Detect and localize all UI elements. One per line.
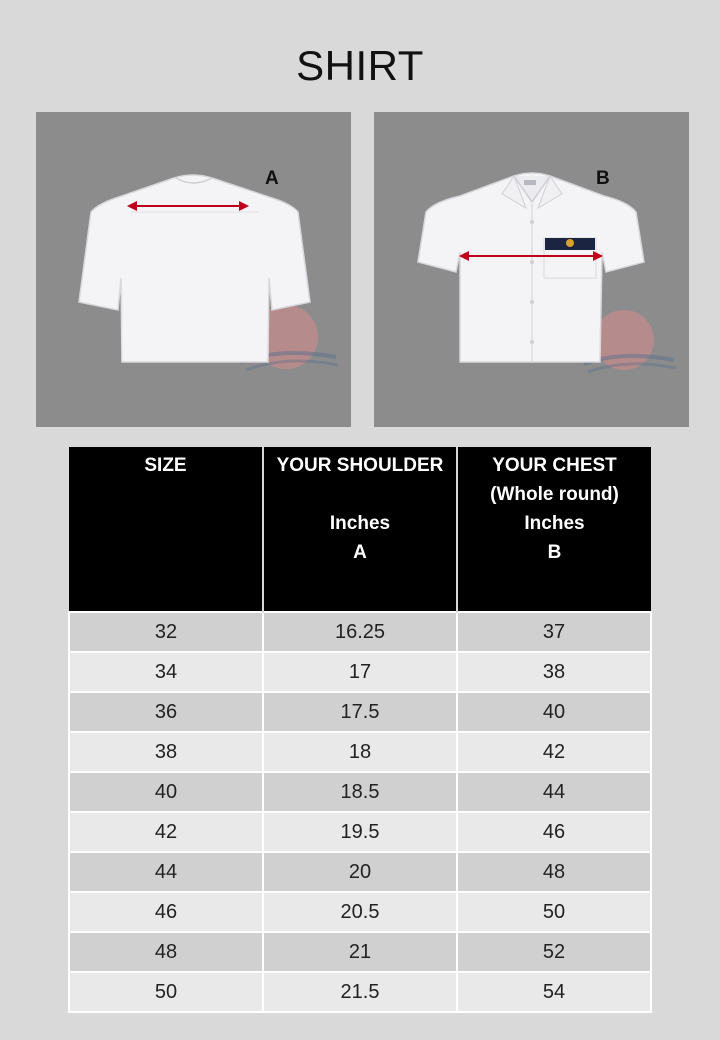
shoulder-cell: 21 xyxy=(263,932,457,972)
table-header-row xyxy=(69,447,651,612)
shoulder-label-a: A xyxy=(265,168,279,189)
size-cell: 46 xyxy=(69,892,263,932)
size-cell: 36 xyxy=(69,692,263,732)
chest-cell: 46 xyxy=(457,812,651,852)
size-cell: 32 xyxy=(69,612,263,652)
header-chest: YOUR CHEST (Whole round) Inches B xyxy=(457,447,651,612)
chest-label-b: B xyxy=(596,168,610,189)
size-chart-table xyxy=(68,447,652,1013)
chest-cell: 38 xyxy=(457,652,651,692)
shirt-back-illustration xyxy=(36,112,351,427)
size-cell: 40 xyxy=(69,772,263,812)
chest-cell: 44 xyxy=(457,772,651,812)
chest-cell: 52 xyxy=(457,932,651,972)
shoulder-cell: 20 xyxy=(263,852,457,892)
chest-cell: 50 xyxy=(457,892,651,932)
table-row xyxy=(69,852,651,892)
shoulder-cell: 21.5 xyxy=(263,972,457,1012)
size-cell: 48 xyxy=(69,932,263,972)
shirt-front-photo xyxy=(374,112,689,427)
table-row xyxy=(69,892,651,932)
shirt-back-photo xyxy=(36,112,351,427)
shirt-front-illustration xyxy=(374,112,689,427)
size-cell: 50 xyxy=(69,972,263,1012)
table-row xyxy=(69,772,651,812)
table-row xyxy=(69,732,651,772)
table-row xyxy=(69,652,651,692)
size-cell: 34 xyxy=(69,652,263,692)
size-cell: 38 xyxy=(69,732,263,772)
shoulder-cell: 17 xyxy=(263,652,457,692)
table-row xyxy=(69,812,651,852)
size-cell: 44 xyxy=(69,852,263,892)
page-title: SHIRT xyxy=(296,42,424,89)
table-row xyxy=(69,692,651,732)
shoulder-cell: 17.5 xyxy=(263,692,457,732)
size-table-body xyxy=(69,612,651,1012)
chest-cell: 42 xyxy=(457,732,651,772)
chest-cell: 48 xyxy=(457,852,651,892)
chest-cell: 40 xyxy=(457,692,651,732)
table-row xyxy=(69,972,651,1012)
shoulder-cell: 18.5 xyxy=(263,772,457,812)
shoulder-cell: 18 xyxy=(263,732,457,772)
header-shoulder: YOUR SHOULDER Inches A xyxy=(263,447,457,612)
shoulder-cell: 20.5 xyxy=(263,892,457,932)
chest-cell: 37 xyxy=(457,612,651,652)
header-size: SIZE xyxy=(69,447,263,612)
shoulder-cell: 19.5 xyxy=(263,812,457,852)
shoulder-cell: 16.25 xyxy=(263,612,457,652)
size-cell: 42 xyxy=(69,812,263,852)
table-row xyxy=(69,932,651,972)
table-row xyxy=(69,612,651,652)
chest-cell: 54 xyxy=(457,972,651,1012)
